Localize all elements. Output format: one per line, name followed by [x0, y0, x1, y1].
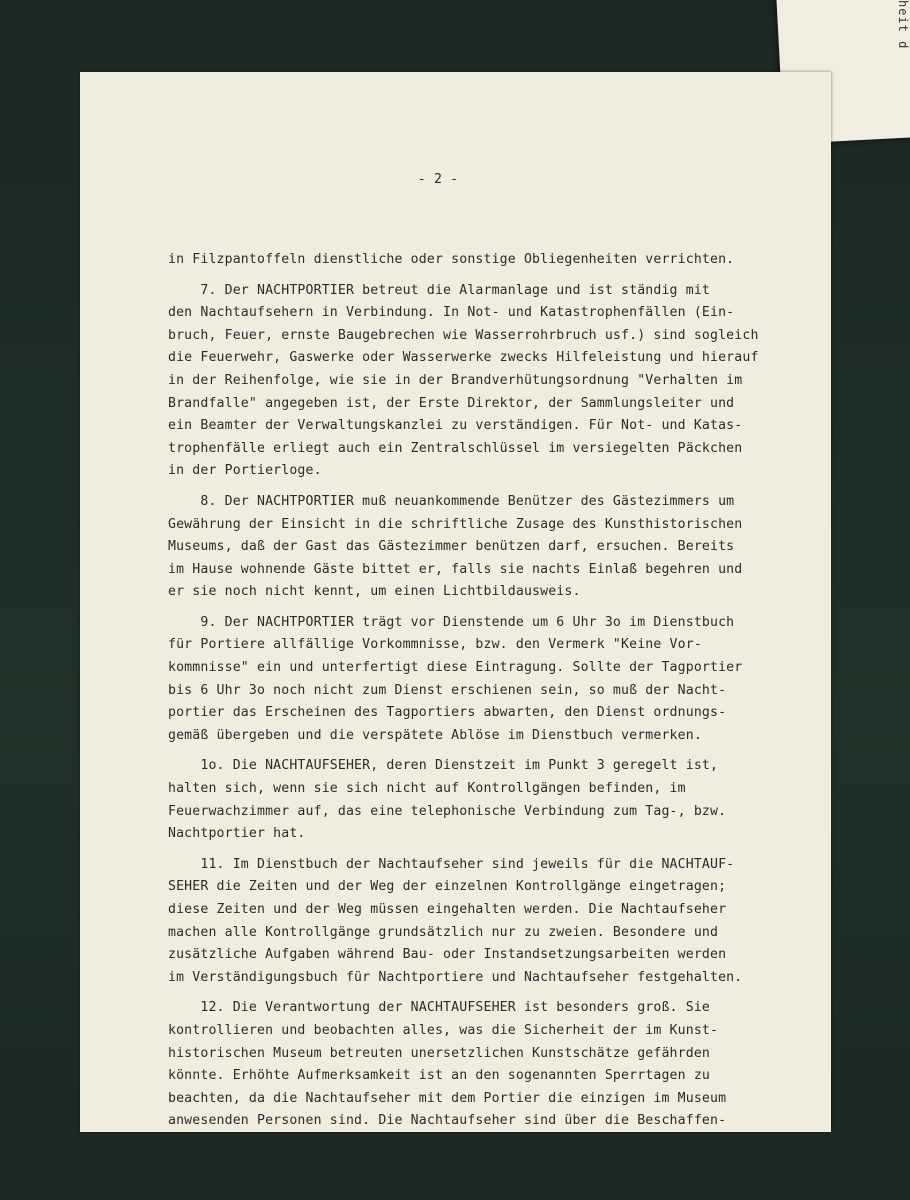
text-line: 11. Im Dienstbuch der Nachtaufseher sind jeweils für die NACHTAUF-	[168, 856, 735, 872]
paragraph	[168, 612, 788, 748]
underlying-page-text: heit d	[896, 0, 910, 50]
document-page	[80, 72, 831, 1132]
text-line: kommnisse" ein und unterfertigt diese Eintragung. Sollte der Tagportier	[168, 660, 743, 676]
text-line: kontrollieren und beobachten alles, was die Sicherheit der im Kunst-	[168, 1022, 719, 1038]
text-line: bis 6 Uhr 3o noch nicht zum Dienst erschienen sein, so muß der Nacht-	[168, 682, 727, 698]
text-line: 8. Der NACHTPORTIER muß neuankommende Benützer des Gästezimmers um	[168, 493, 735, 509]
text-line: machen alle Kontrollgänge grundsätzlich nur zu zweien. Besondere und	[168, 924, 719, 940]
text-line: in der Reihenfolge, wie sie in der Brandverhütungsordnung "Verhalten im	[168, 372, 743, 388]
text-line: den Nachtaufsehern in Verbindung. In Not- und Katastrophenfällen (Ein-	[168, 305, 735, 321]
text-line: zusätzliche Aufgaben während Bau- oder Instandsetzungsarbeiten werden	[168, 947, 727, 963]
text-line: in der Portierloge.	[168, 463, 322, 479]
paragraph	[168, 997, 788, 1133]
text-line: die Feuerwehr, Gaswerke oder Wasserwerke zwecks Hilfeleistung und hierauf	[168, 350, 759, 366]
text-line: 1o. Die NACHTAUFSEHER, deren Dienstzeit im Punkt 3 geregelt ist,	[168, 758, 719, 774]
text-line: Brandfalle" angegeben ist, der Erste Direktor, der Sammlungsleiter und	[168, 395, 735, 411]
paragraph	[168, 755, 788, 845]
text-line: gemäß übergeben und die verspätete Ablöse im Dienstbuch vermerken.	[168, 727, 702, 743]
page-number: - 2 -	[417, 172, 459, 188]
paragraph	[168, 491, 788, 604]
paragraph	[168, 280, 788, 483]
text-line: für Portiere allfällige Vorkommnisse, bzw. den Vermerk "Keine Vor-	[168, 637, 702, 653]
text-line: 9. Der NACHTPORTIER trägt vor Dienstende um 6 Uhr 3o im Dienstbuch	[168, 614, 735, 630]
text-line: ein Beamter der Verwaltungskanzlei zu verständigen. Für Not- und Katas-	[168, 418, 743, 434]
text-line: halten sich, wenn sie sich nicht auf Kontrollgängen befinden, im	[168, 781, 686, 797]
text-line: SEHER die Zeiten und der Weg der einzelnen Kontrollgänge eingetragen;	[168, 879, 727, 895]
text-line: Feuerwachzimmer auf, das eine telephonische Verbindung zum Tag-, bzw.	[168, 803, 727, 819]
text-line: könnte. Erhöhte Aufmerksamkeit ist an den sogenannten Sperrtagen zu	[168, 1068, 710, 1084]
text-line: Museums, daß der Gast das Gästezimmer benützen darf, ersuchen. Bereits	[168, 539, 735, 555]
text-line: im Hause wohnende Gäste bittet er, falls sie nachts Einlaß begehren und	[168, 561, 743, 577]
text-line: historischen Museum betreuten unersetzlichen Kunstschätze gefährden	[168, 1045, 710, 1061]
text-line: 7. Der NACHTPORTIER betreut die Alarmanlage und ist ständig mit	[168, 282, 710, 298]
text-line: er sie noch nicht kennt, um einen Lichtbildausweis.	[168, 584, 581, 600]
paragraph-list	[168, 249, 788, 1133]
text-line: Gewährung der Einsicht in die schriftliche Zusage des Kunsthistorischen	[168, 516, 743, 532]
text-line: 12. Die Verantwortung der NACHTAUFSEHER ist besonders groß. Sie	[168, 1000, 710, 1016]
text-line: Nachtportier hat.	[168, 826, 306, 842]
text-line: bruch, Feuer, ernste Baugebrechen wie Wasserrohrbruch usf.) sind sogleich	[168, 327, 759, 343]
text-line: trophenfälle erliegt auch ein Zentralschlüssel im versiegelten Päckchen	[168, 440, 743, 456]
text-line: diese Zeiten und der Weg müssen eingehalten werden. Die Nachtaufseher	[168, 902, 727, 917]
text-line: im Verständigungsbuch für Nachtportiere und Nachtaufseher festgehalten.	[168, 969, 743, 985]
document-body	[168, 124, 788, 1186]
paragraph	[168, 249, 788, 272]
text-line: anwesenden Personen sind. Die Nachtaufseher sind über die Beschaffen-	[168, 1113, 727, 1129]
text-line: in Filzpantoffeln dienstliche oder sonstige Obliegenheiten verrichten.	[168, 251, 735, 267]
paragraph	[168, 854, 788, 990]
text-line: portier das Erscheinen des Tagportiers abwarten, den Dienst ordnungs-	[168, 705, 727, 721]
text-line: beachten, da die Nachtaufseher mit dem Portier die einzigen im Museum	[168, 1090, 727, 1106]
